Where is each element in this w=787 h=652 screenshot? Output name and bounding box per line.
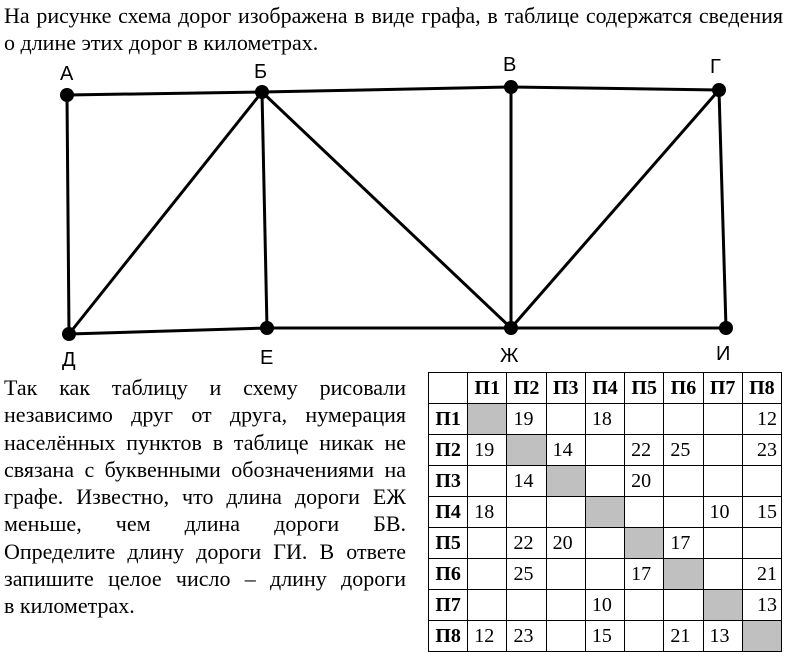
diagonal-cell xyxy=(546,466,585,497)
diagonal-cell xyxy=(703,590,742,621)
vertex-label: И xyxy=(716,343,731,365)
table-cell: 10 xyxy=(703,497,742,528)
road-edge-V-G xyxy=(511,87,719,90)
table-body xyxy=(429,404,782,652)
problem-line: населённых пунктов в таблице никак не xyxy=(4,429,406,455)
table-cell: 19 xyxy=(507,404,546,435)
road-edge-B-Zh xyxy=(262,92,511,328)
table-row xyxy=(429,590,782,621)
table-cell xyxy=(468,528,507,559)
table-cell: 23 xyxy=(742,435,781,466)
row-header: П6 xyxy=(429,559,468,590)
table-cell: 21 xyxy=(742,559,781,590)
table-cell xyxy=(664,497,703,528)
column-header: П5 xyxy=(625,373,664,404)
road-edge-A-D xyxy=(67,95,69,334)
table-cell: 19 xyxy=(468,435,507,466)
road-edge-D-E xyxy=(69,328,267,334)
table-cell: 23 xyxy=(507,621,546,652)
problem-line: меньше, чем длина дороги БВ. xyxy=(4,511,406,537)
table-row xyxy=(429,497,782,528)
road-edge-B-E xyxy=(262,92,267,328)
table-cell xyxy=(585,466,624,497)
row-header: П1 xyxy=(429,404,468,435)
vertex-label: Б xyxy=(254,61,268,83)
graph-vertex-labels xyxy=(60,54,730,371)
table-cell xyxy=(703,466,742,497)
table-cell xyxy=(703,404,742,435)
road-edge-B-D xyxy=(69,92,262,334)
column-header: П2 xyxy=(507,373,546,404)
table-cell: 13 xyxy=(703,621,742,652)
road-edge-A-B xyxy=(67,92,262,95)
table-cell: 10 xyxy=(585,590,624,621)
graph-vertices xyxy=(60,80,733,341)
table-cell xyxy=(468,559,507,590)
table-cell: 25 xyxy=(507,559,546,590)
problem-line: запишите целое число – длину дороги xyxy=(4,566,406,592)
column-header: П1 xyxy=(468,373,507,404)
table-cell xyxy=(507,497,546,528)
table-row xyxy=(429,404,782,435)
problem-line: Так как таблицу и схему рисовали xyxy=(4,375,406,400)
table-cell xyxy=(468,466,507,497)
table-cell: 20 xyxy=(625,466,664,497)
table-row xyxy=(429,559,782,590)
table-cell: 18 xyxy=(468,497,507,528)
table-cell xyxy=(703,435,742,466)
problem-line: в километрах. xyxy=(4,593,135,619)
diagonal-cell xyxy=(664,559,703,590)
vertex-dot xyxy=(260,321,274,335)
vertex-dot xyxy=(255,85,269,99)
column-header: П4 xyxy=(585,373,624,404)
table-cell xyxy=(585,435,624,466)
vertex-label: А xyxy=(60,63,74,85)
table-row xyxy=(429,466,782,497)
table-cell xyxy=(625,590,664,621)
row-header: П3 xyxy=(429,466,468,497)
problem-line: независимо друг от друга, нумерация xyxy=(4,402,406,428)
table-row xyxy=(429,435,782,466)
diagonal-cell xyxy=(742,621,781,652)
row-header: П8 xyxy=(429,621,468,652)
table-cell xyxy=(703,528,742,559)
vertex-label: Г xyxy=(710,56,721,78)
table-cell xyxy=(664,466,703,497)
diagonal-cell xyxy=(507,435,546,466)
vertex-dot xyxy=(504,321,518,335)
table-cell xyxy=(664,590,703,621)
table-cell: 12 xyxy=(468,621,507,652)
table-cell: 15 xyxy=(585,621,624,652)
vertex-label: Е xyxy=(260,347,274,369)
table-cell xyxy=(703,559,742,590)
table-header-row xyxy=(429,373,782,404)
table-cell xyxy=(625,497,664,528)
diagonal-cell xyxy=(625,528,664,559)
table-cell xyxy=(625,621,664,652)
table-cell: 15 xyxy=(742,497,781,528)
vertex-dot xyxy=(719,321,733,335)
problem-line: Определите длину дороги ГИ. В ответе xyxy=(4,538,406,564)
diagonal-cell xyxy=(468,404,507,435)
vertex-label: Ж xyxy=(500,345,519,367)
road-edge-B-V xyxy=(262,87,511,92)
table-cell: 13 xyxy=(742,590,781,621)
table-cell: 14 xyxy=(546,435,585,466)
table-cell xyxy=(546,590,585,621)
table-cell: 17 xyxy=(625,559,664,590)
column-header: П7 xyxy=(703,373,742,404)
vertex-dot xyxy=(62,327,76,341)
table-cell: 22 xyxy=(625,435,664,466)
road-edge-G-I xyxy=(719,90,726,328)
table-cell xyxy=(664,404,703,435)
graph-edges xyxy=(67,87,726,334)
table-cell xyxy=(742,528,781,559)
problem-text xyxy=(4,374,406,620)
table-cell xyxy=(585,528,624,559)
table-cell: 21 xyxy=(664,621,703,652)
table-cell xyxy=(625,404,664,435)
table-cell: 22 xyxy=(507,528,546,559)
table-cell: 17 xyxy=(664,528,703,559)
vertex-label: В xyxy=(503,54,517,76)
table-cell: 25 xyxy=(664,435,703,466)
diagonal-cell xyxy=(585,497,624,528)
column-header: П8 xyxy=(742,373,781,404)
table-cell xyxy=(585,559,624,590)
table-corner-cell xyxy=(429,373,468,404)
table-cell: 20 xyxy=(546,528,585,559)
table-cell: 18 xyxy=(585,404,624,435)
table-cell xyxy=(546,621,585,652)
table-cell xyxy=(507,590,546,621)
row-header: П2 xyxy=(429,435,468,466)
table-cell: 14 xyxy=(507,466,546,497)
vertex-dot xyxy=(712,83,726,97)
intro-text: На рисунке схема дорог изображена в виде графа, в таблице содержатся сведения о длине этих дорог в километрах. xyxy=(4,3,783,55)
vertex-dot xyxy=(504,80,518,94)
problem-line: графе. Известно, что длина дороги ЕЖ xyxy=(4,484,406,510)
distance-table xyxy=(428,372,782,652)
table-row xyxy=(429,621,782,652)
table-cell xyxy=(742,466,781,497)
table-cell xyxy=(468,590,507,621)
row-header: П5 xyxy=(429,528,468,559)
table-cell: 12 xyxy=(742,404,781,435)
table-cell xyxy=(546,497,585,528)
vertex-dot xyxy=(60,88,74,102)
row-header: П4 xyxy=(429,497,468,528)
row-header: П7 xyxy=(429,590,468,621)
road-edge-G-Zh xyxy=(511,90,719,328)
column-header: П6 xyxy=(664,373,703,404)
table-cell xyxy=(546,404,585,435)
column-header: П3 xyxy=(546,373,585,404)
problem-line: связана с буквенными обозначениями на xyxy=(4,456,406,482)
table-cell xyxy=(546,559,585,590)
table-row xyxy=(429,528,782,559)
vertex-label: Д xyxy=(62,349,76,371)
